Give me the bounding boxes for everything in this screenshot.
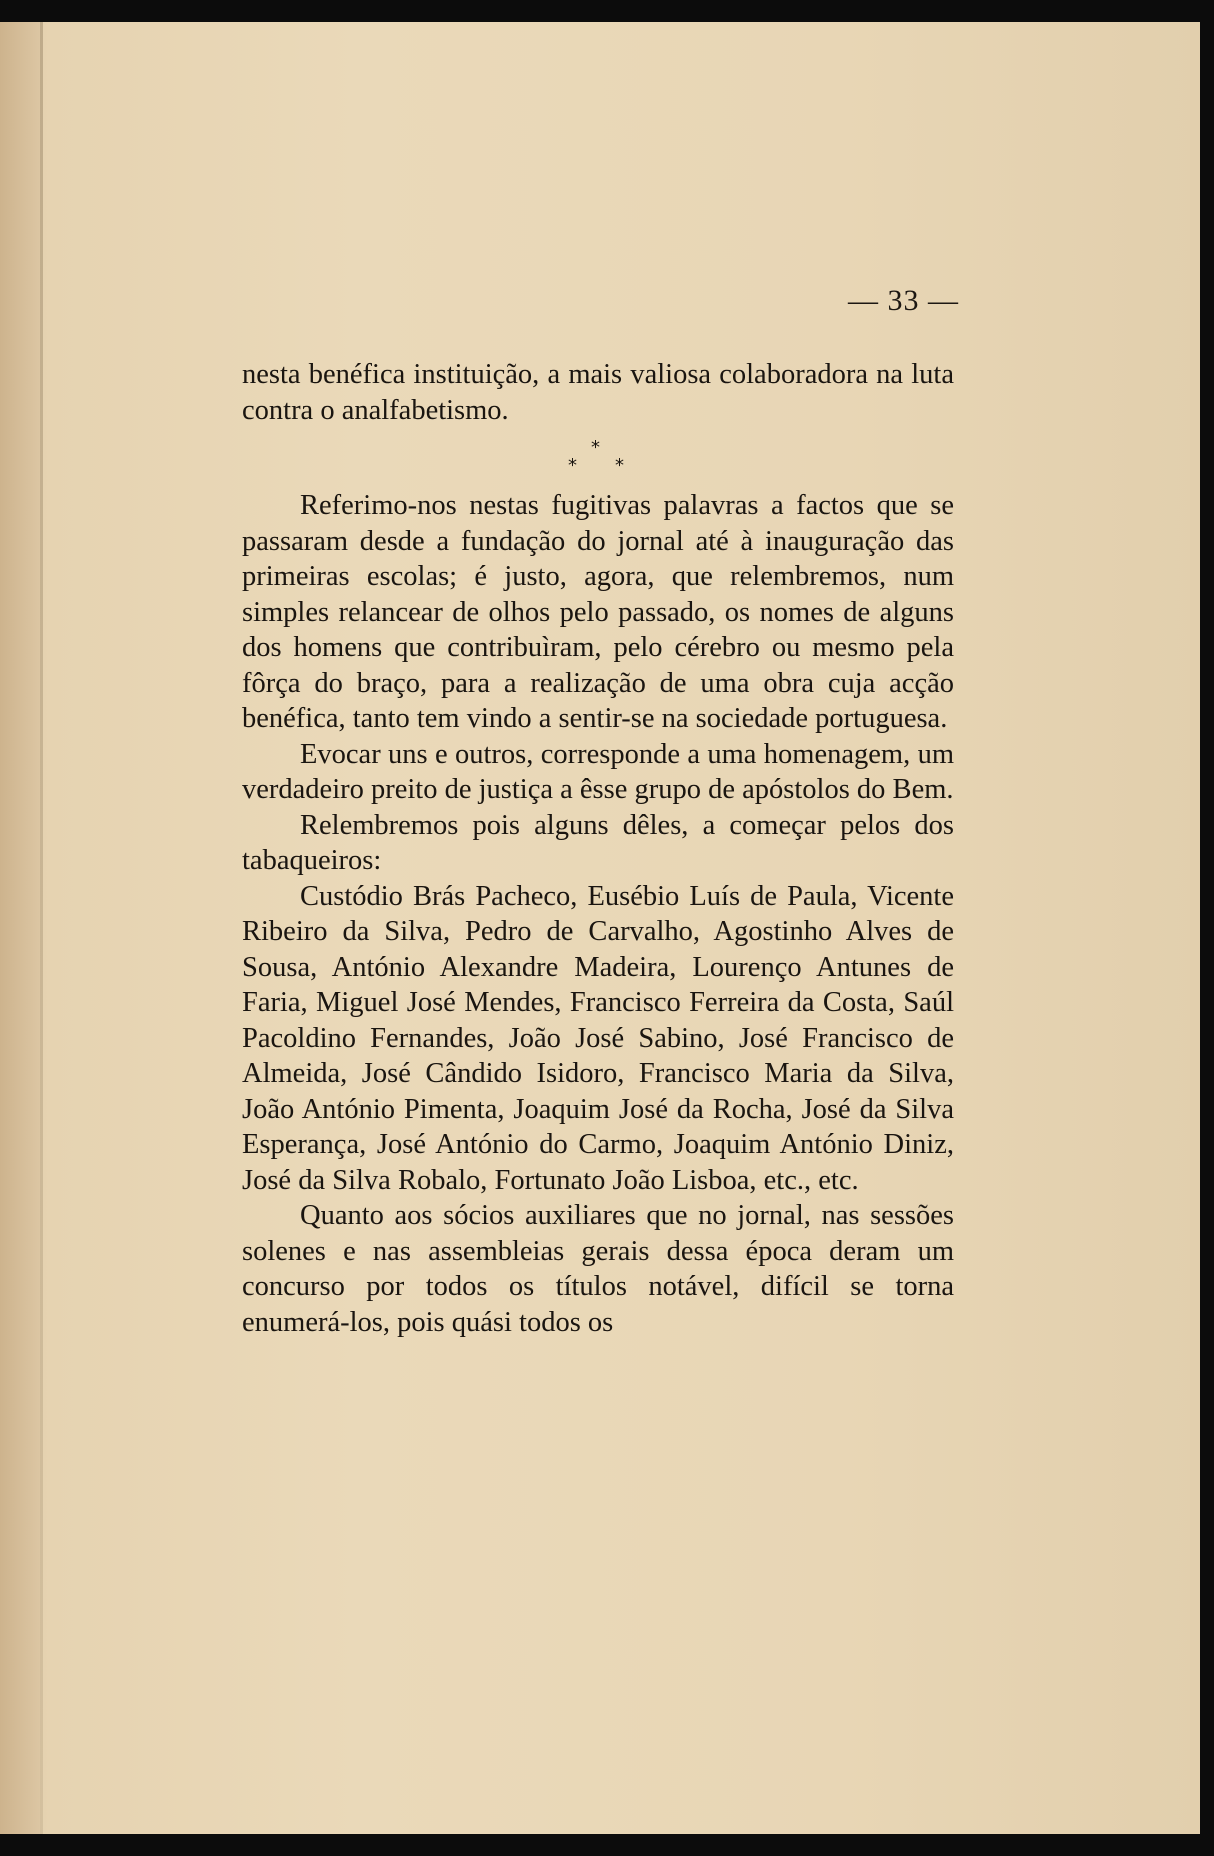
paragraph-name-list: Custódio Brás Pacheco, Eusébio Luís de Paula, Vicente Ribeiro da Silva, Pedro de Carvalho, Agostinho Alves de Sousa, António Alexandre Madeira, Lourenço Antunes de Faria, Miguel José Mendes, Francisco Ferreira da Costa, Saúl Pacoldino Fernandes, João José Sabino, José Francisco de Almeida, José Cândido Isidoro, Francisco Maria da Silva, João António Pimenta, Joaquim José da Rocha, José da Silva Esperança, José António do Carmo, Joaquim António Diniz, José da Silva Robalo, Fortunato João Lisboa, etc., etc. <box>242 880 954 1196</box>
page-number: — 33 — <box>848 284 959 317</box>
asterisk-left: * <box>568 455 577 476</box>
asterisk-right: * <box>615 455 624 476</box>
paragraph-continuation: nesta benéfica instituição, a mais valiosa colaboradora na luta contra o analfabetismo. <box>242 359 954 426</box>
body-text <box>242 357 954 1340</box>
paragraph: Quanto aos sócios auxiliares que no jornal, nas sessões solenes e nas assembleias gerais dessa época deram um concurso por todos os títulos notável, difícil se torna enumerá-los, pois quási todos os <box>242 1200 954 1338</box>
page-fold-line <box>40 22 43 1834</box>
paragraph: Relembremos pois alguns dêles, a começar pelos dos tabaqueiros: <box>242 809 954 876</box>
asterisk-top: * <box>591 437 600 458</box>
gutter-shadow <box>0 22 40 1834</box>
paragraph: Evocar uns e outros, corresponde a uma homenagem, um verdadeiro preito de justiça a êsse grupo de apóstolos do Bem. <box>242 738 954 805</box>
paragraph: Referimo-nos nestas fugitivas palavras a factos que se passaram desde a fundação do jornal até à inauguração das primeiras escolas; é justo, agora, que relembremos, num simples relancear de olhos pelo passado, os nomes de alguns dos homens que contribuìram, pelo cérebro ou mesmo pela fôrça do braço, para a realização de uma obra cuja acção benéfica, tanto tem vindo a sentir-se na sociedade portuguesa. <box>242 490 954 734</box>
book-page <box>0 22 1200 1834</box>
section-separator-asterism <box>242 430 954 488</box>
